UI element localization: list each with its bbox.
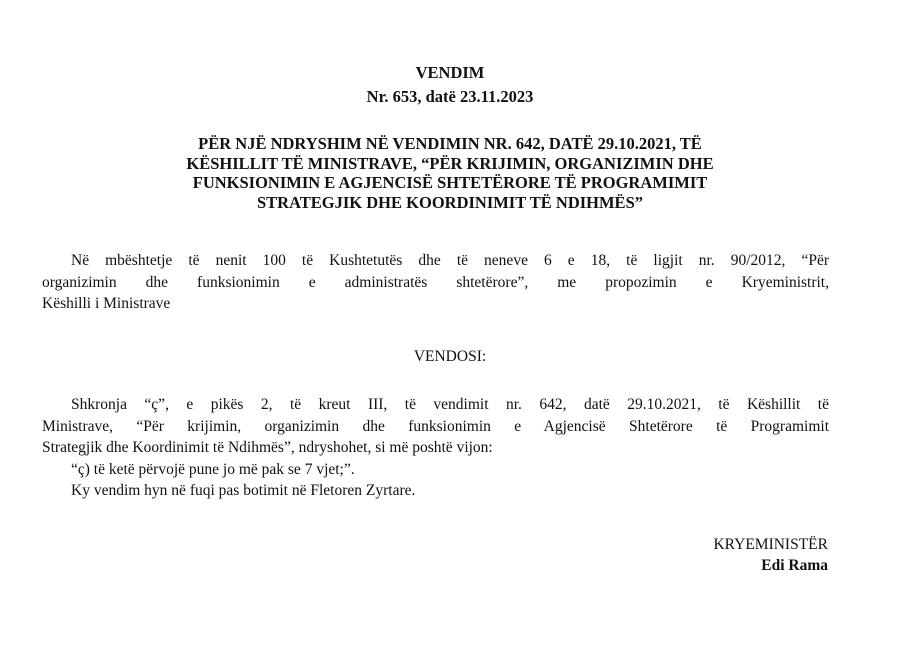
decides-label: VENDOSI: (413, 348, 487, 365)
subject-line: PËR NJË NDRYSHIM NË VENDIMIN NR. 642, DATË 29.10.2021, TË (198, 134, 702, 153)
subject-line: STRATEGJIK DHE KOORDINIMIT TË NDIHMËS” (257, 192, 643, 212)
subject-line: KËSHILLIT TË MINISTRAVE, “PËR KRIJIMIN, ORGANIZIMIN DHE (186, 153, 714, 173)
body-line: Shkronja “ç”, e pikës 2, të kreut III, të vendimit nr. 642, datë 29.10.2021, të Këshillit të (71, 396, 829, 413)
signature-block (713, 534, 828, 576)
signatory-name: Edi Rama (761, 557, 828, 574)
body-line: Ministrave, “Për krijimin, organizimin dhe funksionimin e Agjencisë Shtetërore të Programimit (42, 417, 829, 435)
subject-line: FUNKSIONIMIN E AGJENCISË SHTETËRORE TË PROGRAMIMIT (192, 173, 708, 192)
document-title: VENDIM (415, 63, 485, 82)
amended-text: “ç) të ketë përvojë pune jo më pak se 7 vjet;”. (71, 460, 355, 478)
decision-number-date: Nr. 653, datë 23.11.2023 (366, 87, 534, 106)
preamble-line: organizimin dhe funksionimin e administratës shtetërore”, me propozimin e Kryeministrit, (42, 273, 829, 291)
entry-into-force: Ky vendim hyn në fuqi pas botimit në Fletoren Zyrtare. (71, 482, 416, 499)
preamble-paragraph (42, 250, 829, 315)
body-line: Strategjik dhe Koordinimit të Ndihmës”, ndryshohet, si më poshtë vijon: (42, 439, 493, 456)
decision-body (42, 394, 829, 502)
preamble-line: Këshilli i Ministrave (42, 295, 171, 312)
decision-subject (60, 134, 840, 212)
signatory-role: KRYEMINISTËR (713, 536, 828, 553)
preamble-line: Në mbështetje të nenit 100 të Kushtetutës dhe të neneve 6 e 18, të ligjit nr. 90/2012, “Për (71, 252, 829, 269)
